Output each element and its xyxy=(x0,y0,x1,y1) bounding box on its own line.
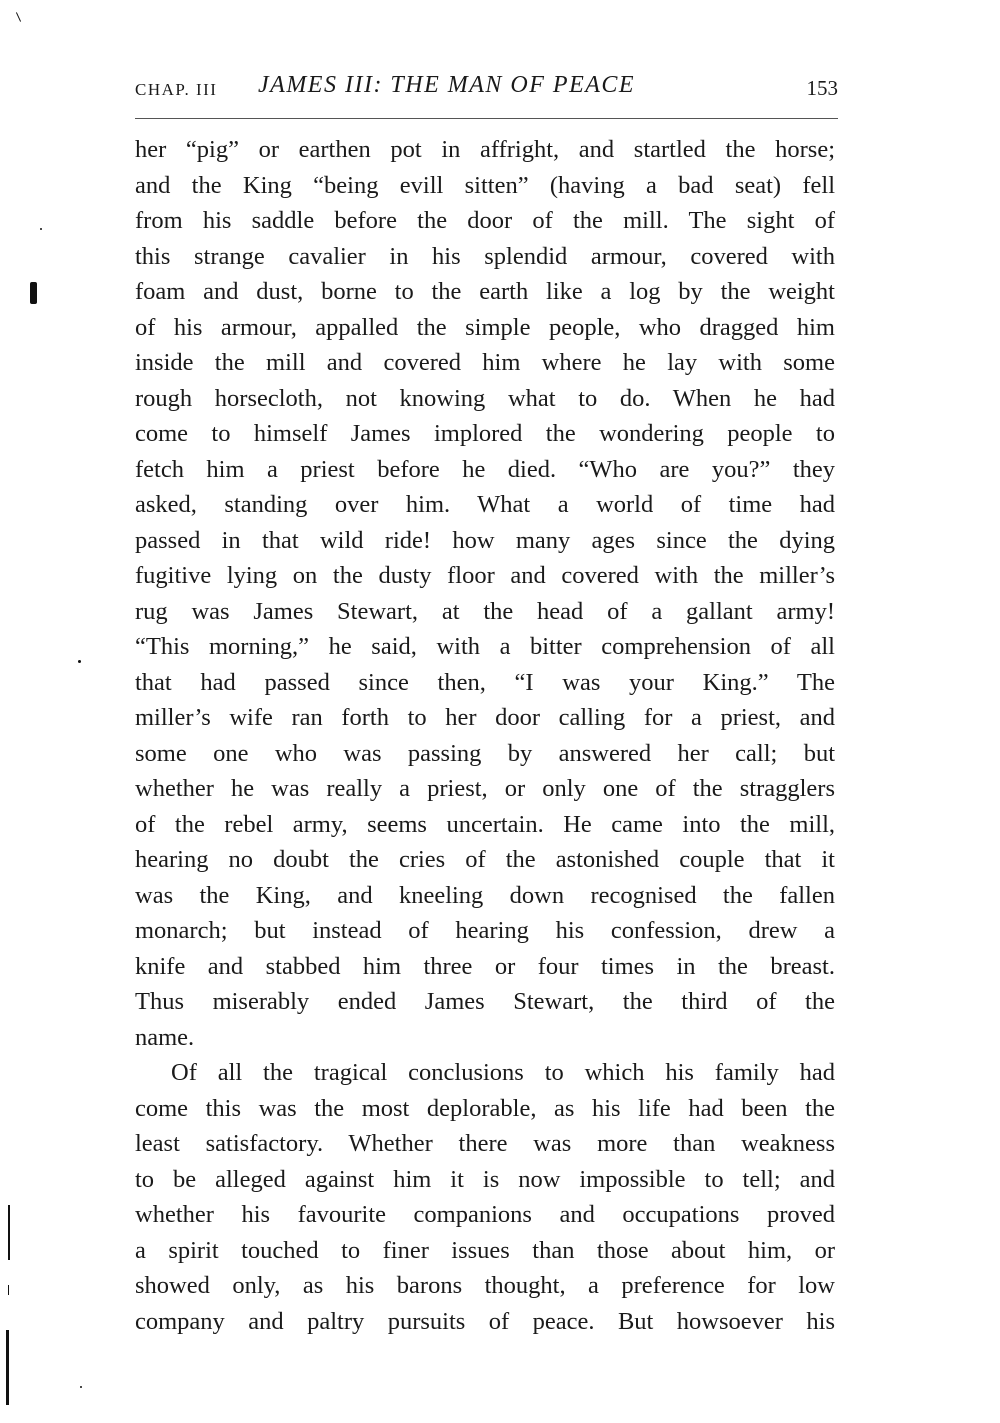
scan-mark xyxy=(8,1205,10,1260)
text-line: miller’s wife ran forth to her door calling for a priest, and xyxy=(135,704,835,731)
text-line: of the rebel army, seems uncertain. He came into the mill, xyxy=(135,810,835,838)
text-line: her “pig” or earthen pot in affright, and startled the horse; xyxy=(135,136,835,163)
text-line: “This morning,” he said, with a bitter comprehension of all xyxy=(135,633,835,660)
scan-mark xyxy=(40,228,42,230)
page-number: 153 xyxy=(806,76,838,100)
text-line: monarch; but instead of hearing his confession, drew a xyxy=(135,917,835,944)
scan-mark xyxy=(78,660,81,663)
text-line: Thus miserably ended James Stewart, the third of the xyxy=(135,988,835,1015)
running-title: JAMES III: THE MAN OF PEACE xyxy=(258,72,636,98)
text-line: rough horsecloth, not knowing what to do. When he had xyxy=(135,384,835,412)
text-line: of his armour, appalled the simple people, who dragged him xyxy=(135,313,835,341)
text-line: rug was James Stewart, at the head of a gallant army! xyxy=(135,597,835,625)
text-line: from his saddle before the door of the mill. The sight of xyxy=(135,207,835,234)
text-line: hearing no doubt the cries of the astonished couple that it xyxy=(135,846,835,873)
text-line: company and paltry pursuits of peace. But howsoever his xyxy=(135,1307,835,1335)
running-head xyxy=(135,72,838,104)
text-line: passed in that wild ride! how many ages since the dying xyxy=(135,526,835,554)
scan-mark xyxy=(30,282,37,304)
scan-mark xyxy=(80,1386,82,1388)
scan-mark xyxy=(16,12,21,21)
text-line: inside the mill and covered him where he lay with some xyxy=(135,349,835,376)
scan-mark xyxy=(8,1285,9,1295)
text-line: knife and stabbed him three or four times in the breast. xyxy=(135,952,835,980)
text-line: asked, standing over him. What a world of time had xyxy=(135,491,835,518)
chapter-label: CHAP. III xyxy=(135,80,218,99)
text-line: come to himself James implored the wondering people to xyxy=(135,420,835,447)
text-line: Of all the tragical conclusions to which his family had xyxy=(171,1059,835,1086)
text-line: was the King, and kneeling down recognised the fallen xyxy=(135,881,835,909)
body-text xyxy=(135,132,835,1339)
text-line: to be alleged against him it is now impossible to tell; and xyxy=(135,1165,835,1193)
text-line: whether he was really a priest, or only one of the stragglers xyxy=(135,775,835,802)
text-line: a spirit touched to finer issues than those about him, or xyxy=(135,1236,835,1264)
text-line: showed only, as his barons thought, a preference for low xyxy=(135,1272,835,1299)
text-line: fugitive lying on the dusty floor and covered with the miller’s xyxy=(135,562,835,589)
paragraph-1 xyxy=(135,132,835,1055)
text-line: this strange cavalier in his splendid armour, covered with xyxy=(135,242,835,270)
text-line: some one who was passing by answered her call; but xyxy=(135,739,835,767)
text-line: least satisfactory. Whether there was more than weakness xyxy=(135,1130,835,1157)
text-line: and the King “being evill sitten” (having a bad seat) fell xyxy=(135,171,835,199)
text-line: that had passed since then, “I was your King.” The xyxy=(135,668,835,696)
header-divider xyxy=(135,118,838,119)
text-line: whether his favourite companions and occupations proved xyxy=(135,1201,835,1228)
text-line: come this was the most deplorable, as his life had been the xyxy=(135,1094,835,1122)
text-line: name. xyxy=(135,1023,195,1051)
text-line: fetch him a priest before he died. “Who are you?” they xyxy=(135,455,835,483)
text-line: foam and dust, borne to the earth like a log by the weight xyxy=(135,278,835,305)
paragraph-2 xyxy=(135,1055,835,1339)
scan-mark xyxy=(6,1330,9,1405)
